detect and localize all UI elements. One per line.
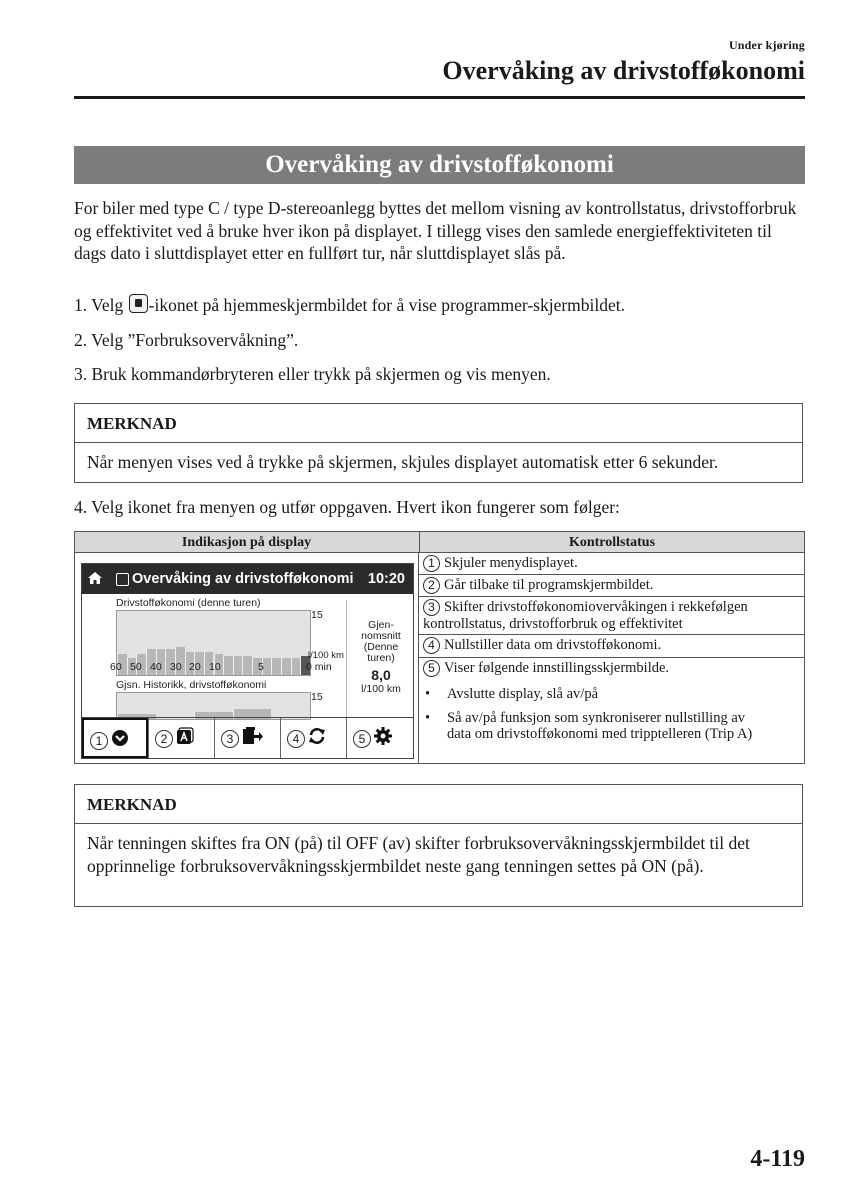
table-display-cell <box>75 553 418 763</box>
row-text: Skjuler menydisplayet. <box>444 555 578 571</box>
row-number: 2 <box>423 577 440 594</box>
note-body: Når menyen vises ved å trykke på skjermen, skjules displayet automatisk etter 6 sekunder. <box>87 452 719 472</box>
screen-title-bar <box>82 564 413 594</box>
average-line-4: turen) <box>367 652 395 664</box>
chart2-ymax: 15 <box>311 691 323 703</box>
chart2-label: Gjsn. Historikk, drivstofføkonomi <box>116 679 267 691</box>
note-heading: MERKNAD <box>75 785 802 824</box>
average-line-2: nomsnitt <box>361 630 401 642</box>
mini-app-icon <box>116 573 129 586</box>
note-box-1 <box>74 403 803 483</box>
chart-bar <box>242 656 252 675</box>
chart-bar <box>271 658 281 675</box>
average-label <box>350 620 412 664</box>
menu-number: 1 <box>90 732 108 750</box>
bullet-dot: • <box>425 686 431 702</box>
chart-bar <box>233 656 243 675</box>
x-tick: 20 <box>189 661 201 673</box>
display-screen <box>81 563 414 759</box>
table-header <box>75 532 804 553</box>
note-heading: MERKNAD <box>75 404 802 443</box>
page-title: Overvåking av drivstofføkonomi <box>442 56 805 85</box>
chart1-ymax: 15 <box>311 609 323 621</box>
bullet-line-1: Så av/på funksjon som synkroniserer nullstilling av <box>447 710 746 726</box>
step-1-before: 1. Velg <box>74 295 128 315</box>
x-tick: 10 <box>209 661 221 673</box>
row-number: 3 <box>423 599 440 616</box>
table-row <box>419 575 804 597</box>
app-icon <box>129 294 148 313</box>
step-2: 2. Velg ”Forbruksovervåkning”. <box>74 330 299 350</box>
step-1-after: -ikonet på hjemmeskjermbildet for å vise programmer-skjermbildet. <box>148 295 626 315</box>
app-icon <box>176 727 194 745</box>
section-label: Under kjøring <box>728 38 805 52</box>
side-divider <box>346 600 347 720</box>
gear-icon <box>374 727 392 745</box>
chart-bar <box>281 658 291 675</box>
page-number: 4-119 <box>750 1146 805 1172</box>
table-row <box>419 597 804 635</box>
intro-paragraph: For biler med type C / type D-stereoanlegg byttes det mellom visning av kontrollstatus, drivstofforbruk og effektivitet ved å bruke hver ikon på displayet. I tillegg vises den samlede energieffektiviteten til dags dato i sluttdisplayet etter en fullført tur, når sluttdisplayet slås på. <box>74 198 797 263</box>
menu-cell-4[interactable] <box>280 718 346 758</box>
x-tick: 60 <box>110 661 122 673</box>
x-tick: 5 <box>258 661 264 673</box>
section-banner: Overvåking av drivstofføkonomi <box>74 146 805 184</box>
bullet-dot: • <box>425 710 431 726</box>
bullet-text: Avslutte display, slå av/på <box>447 686 599 702</box>
chevron-down-icon <box>111 729 129 747</box>
menu-cell-5[interactable] <box>346 718 413 758</box>
step-1 <box>74 294 805 316</box>
row-text: Skifter drivstofføkonomiovervåkingen i rekkefølgen <box>444 599 748 615</box>
menu-number: 2 <box>155 730 173 748</box>
note-box-2 <box>74 784 803 907</box>
reset-icon <box>308 727 326 745</box>
row-text: Viser følgende innstillingsskjermbilde. <box>444 660 670 676</box>
step-3: 3. Bruk kommandørbryteren eller trykk på skjermen og vis menyen. <box>74 364 551 384</box>
row-text: Nullstiller data om drivstofføkonomi. <box>444 637 662 653</box>
note-body: Når tenningen skiftes fra ON (på) til OFF (av) skifter forbruksovervåkningsskjermbildet til det opprinnelige forbruksovervåkningsskjermbildet neste gang tenningen settes på ON (på). <box>87 833 750 876</box>
screen-title: Overvåking av drivstofføkonomi <box>132 571 354 587</box>
menu-number: 3 <box>221 730 239 748</box>
step-4: 4. Velg ikonet fra menyen og utfør oppgaven. Hvert ikon fungerer som følger: <box>74 497 620 517</box>
menu-number: 5 <box>353 730 371 748</box>
menu-cell-3[interactable] <box>214 718 280 758</box>
table-col-display: Indikasjon på display <box>181 535 312 550</box>
header-rule <box>74 96 805 99</box>
table-row <box>419 553 804 575</box>
x-tick: 0 min <box>306 661 332 673</box>
table-status-cell <box>418 553 804 763</box>
home-icon <box>88 572 102 584</box>
chart-bar <box>291 658 301 675</box>
average-line-1: Gjen- <box>368 619 394 631</box>
chart-bar <box>223 656 233 675</box>
table-col-status: Kontrollstatus <box>419 532 804 552</box>
row-text: Går tilbake til programskjermbildet. <box>444 577 654 593</box>
row-number: 5 <box>423 660 440 677</box>
chart2-area <box>116 692 311 720</box>
x-tick: 50 <box>130 661 142 673</box>
bullet-text <box>447 710 796 742</box>
table-row <box>419 635 804 658</box>
row-number: 1 <box>423 555 440 572</box>
function-table <box>74 531 805 764</box>
average-unit: l/100 km <box>361 683 401 695</box>
bullet-line-2: data om drivstofføkonomi med tripptelleren (Trip A) <box>447 726 753 742</box>
chart1-label: Drivstofføkonomi (denne turen) <box>116 597 261 609</box>
chart1-unit: l/100 km <box>308 650 344 661</box>
menu-cell-1[interactable] <box>82 718 148 758</box>
screen-menu <box>82 717 413 758</box>
row-number: 4 <box>423 637 440 654</box>
switch-icon <box>242 727 264 745</box>
menu-number: 4 <box>287 730 305 748</box>
average-value: 8,0 <box>371 667 391 683</box>
x-tick: 40 <box>150 661 162 673</box>
screen-time: 10:20 <box>367 571 405 587</box>
menu-cell-2[interactable] <box>148 718 214 758</box>
x-tick: 30 <box>170 661 182 673</box>
average-line-3: (Denne <box>363 641 399 653</box>
row-text-continued: kontrollstatus, drivstofforbruk og effektivitet <box>423 616 683 632</box>
